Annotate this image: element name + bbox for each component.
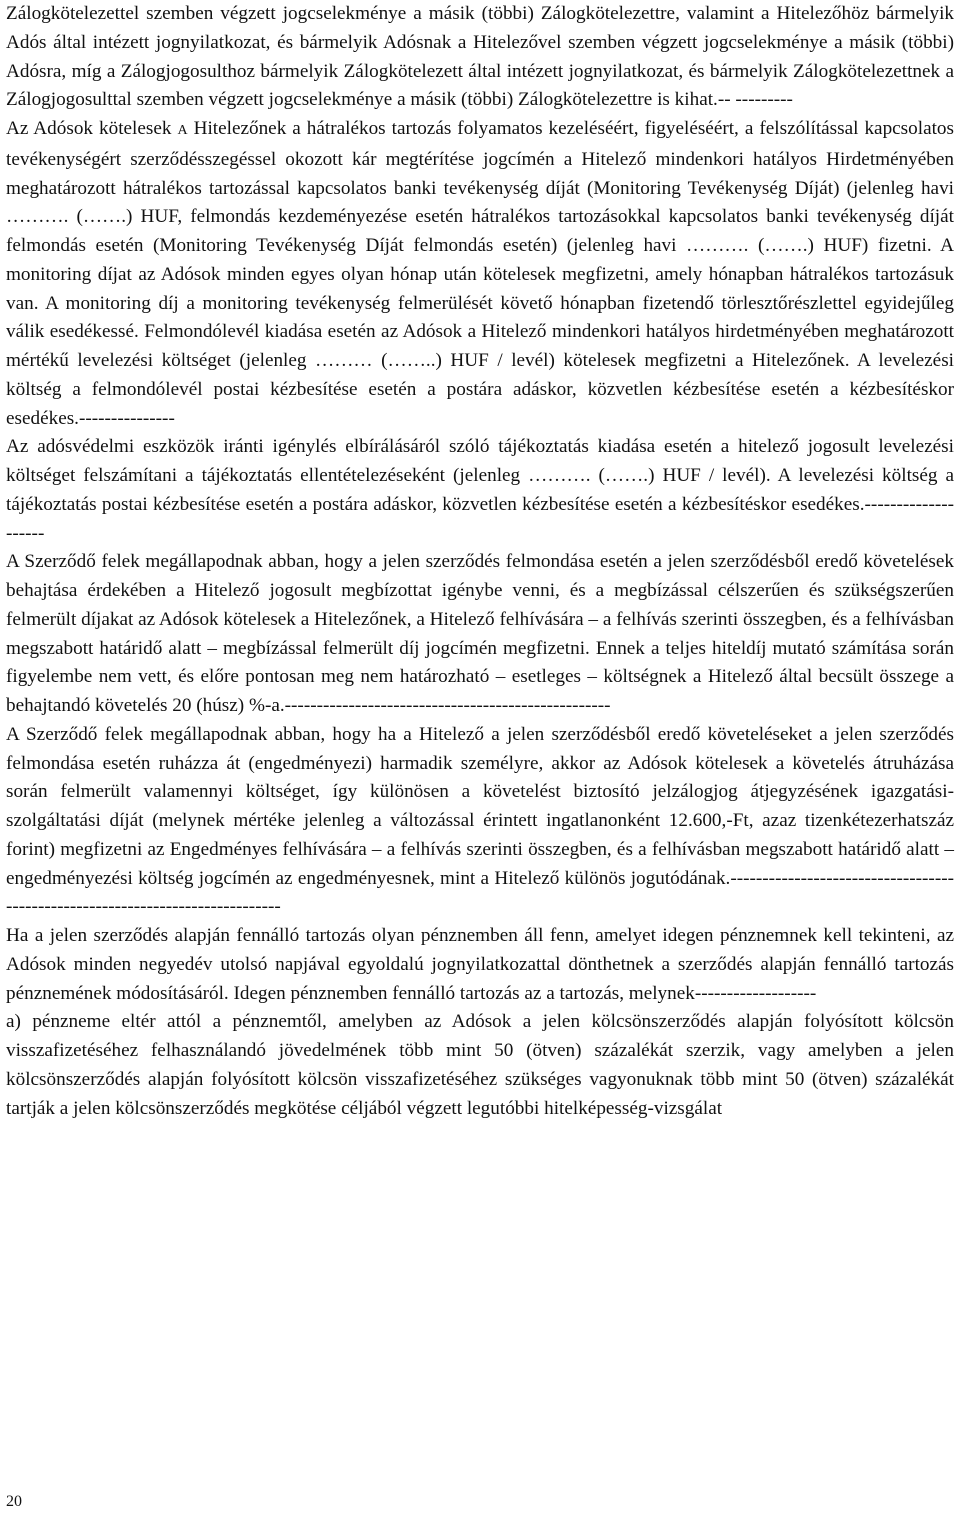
monitoring-fee-lead: Az Adósok kötelesek xyxy=(6,118,178,139)
monitoring-fee-rest: Hitelezőnek a hátralékos tartozás folyamatos kezeléséért, figyeléséért, a felszólítással kapcsolatos tevékenységért szerződésszegéssel okozott kár megtérítése jogcímén a Hitelező mindenkori hatályos Hirdetményében meghatározott hátralékos tartozással kapcsolatos banki tevékenység díját (Monitoring Tevékenység Díját) (jelenleg havi ………. (…….) HUF, felmondás kezdeményezése esetén hátralékos tartozásokkal kapcsolatos banki tevékenység díját felmondás esetén (Monitoring Tevékenység Díját felmondás esetén) (jelenleg havi ………. (…….) HUF) fizetni. A monitoring díjat az Adósok minden egyes olyan hónap után kötelesek megfizetni, amely hónapban hátralékos tartozásuk van. A monitoring díj a monitoring tevékenység felmerülését követő hónapban fizetendő törlesztőrészlettel egyidejűleg válik esedékessé. Felmondólevél kiadása esetén az Adósok a Hitelező mindenkori hatályos hirdetményében meghatározott mértékű levelezési költséget (jelenleg ……… (……..) HUF / levél) kötelesek megfizetni a Hitelezőnek. A levelezési költség a felmondólevél postai kézbesítése esetén a postára adáskor, közvetlen kézbesítése esetén a kézbesítéskor esedékes.--------------- xyxy=(6,118,954,429)
paragraph-monitoring-fee xyxy=(6,115,954,433)
paragraph-debtor-protection-fee: Az adósvédelmi eszközök iránti igénylés elbírálásáról szóló tájékoztatás kiadása esetén a hitelező jogosult levelezési költséget felszámítani a tájékoztatás ellentételezéseként (jelenleg ………. (…….) HUF / levél). A levelezési költség a tájékoztatás postai kézbesítése esetén a postára adáskor, közvetlen kézbesítése esetén a kézbesítéskor esedékes.-------------------- xyxy=(6,436,954,544)
paragraph-collection-agent: A Szerződő felek megállapodnak abban, hogy a jelen szerződés felmondása esetén a jelen szerződésből eredő követelések behajtása érdekében a Hitelező jogosult megbízottat igénybe venni, és a megbízással célszerűen és szükségszerűen felmerült díjakat az Adósok kötelesek a Hitelezőnek, a Hitelező felhívására – a felhívás szerinti összegben, és a felhívásban megszabott határidő alatt – megbízással felmerült díj jogcímén megfizetni. Ennek a teljes hiteldíj mutató számítása során figyelembe nem vett, és előre pontosan meg nem határozható – esetleges – költségnek a Hitelező által becsült összege a behajtandó követelés 20 (húsz) %-a.--------------------------------------------------- xyxy=(6,551,954,716)
document-page xyxy=(6,0,954,1123)
paragraph-foreign-currency: Ha a jelen szerződés alapján fennálló tartozás olyan pénznemben áll fenn, amelyet idegen pénznemnek kell tekinteni, az Adósok minden negyedév utolsó napjával egyoldalú jognyilatkozattal dönthetnek a szerződés alapján fennálló tartozás pénznemének módosításáról. Idegen pénznemben fennálló tartozás az a tartozás, melynek------------------- xyxy=(6,925,954,1004)
paragraph-foreign-currency-condition-a: a) pénzneme eltér attól a pénznemtől, amelyben az Adósok a jelen kölcsönszerződés alapján folyósított kölcsön visszafizetéséhez felhasználandó jövedelmének több mint 50 (ötven) százalékát szerzik, vagy amelyben a jelen kölcsönszerződés alapján folyósított kölcsön visszafizetéséhez szükséges vagyonuknak több mint 50 (ötven) százalékát tartják a jelen kölcsönszerződés megkötése céljából végzett legutóbbi hitelképesség-vizsgálat xyxy=(6,1011,954,1119)
monitoring-fee-smallcap: A xyxy=(177,123,188,138)
page-number: 20 xyxy=(6,1493,22,1510)
paragraph-assignment-costs: A Szerződő felek megállapodnak abban, hogy ha a Hitelező a jelen szerződésből eredő követeléseket a jelen szerződés felmondása esetén ruházza át (engedményezi) harmadik személyre, akkor az Adósok kötelesek a követelés átruházása során felmerült valamennyi költséget, így különösen a követelést biztosító jelzálogjog átjegyzésének igazgatási-szolgáltatási díját (melynek mértéke jelenleg a változással érintett ingatlanonként 12.600,-Ft, azaz tizenkétezerhatszáz forint) megfizetni az Engedményes felhívására – a felhívás szerinti összegben, és a felhívásban megszabott határidő alatt – engedményezési költség jogcímén az engedményesnek, mint a Hitelező különös jogutódának.------------------------------------------------------------------------------ xyxy=(6,723,954,918)
paragraph-joint-liability: Zálogkötelezettel szemben végzett jogcselekménye a másik (többi) Zálogkötelezettre, valamint a Hitelezőhöz bármelyik Adós által intézett jognyilatkozat, és bármelyik Adósnak a Hitelezővel szemben végzett jogcselekménye a másik (többi) Adósra, míg a Zálogjogosulthoz bármelyik Zálogkötelezett által intézett jognyilatkozat, és bármelyik Zálogkötelezettnek a Zálogjogosulttal szemben végzett jogcselekménye a másik (többi) Zálogkötelezettre is kihat.-- --------- xyxy=(6,3,954,111)
